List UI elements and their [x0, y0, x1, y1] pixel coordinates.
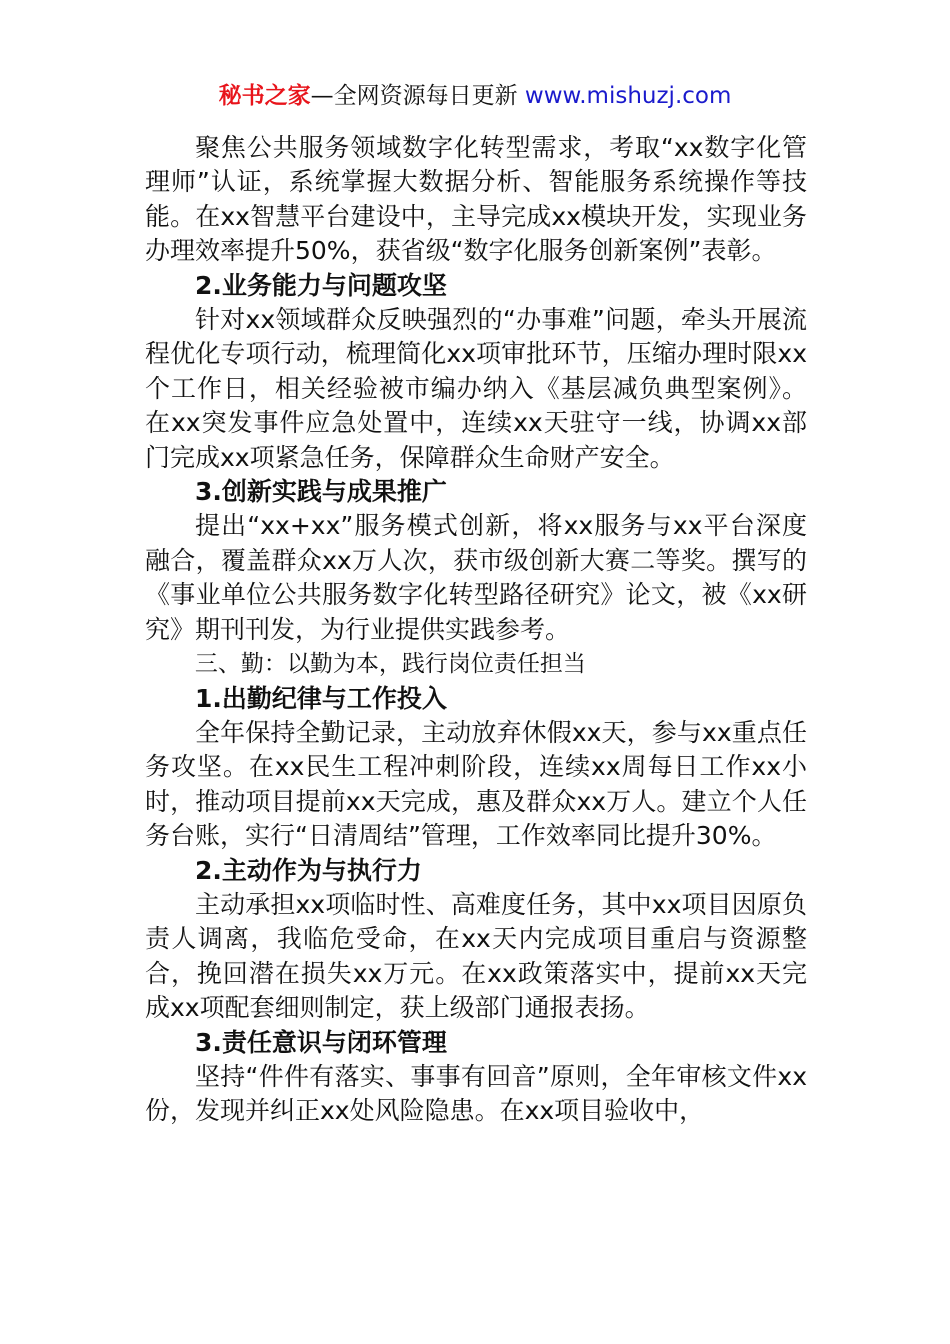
- heading-attendance: 1.出勤纪律与工作投入: [195, 683, 447, 713]
- section-title-diligence: 三、勤：以勤为本，践行岗位责任担当: [194, 651, 586, 678]
- heading-innovation: 3.创新实践与成果推广: [195, 477, 447, 507]
- site-brand: 秘书之家: [218, 83, 311, 109]
- paragraph-digital-skills: 聚焦公共服务领域数字化转型需求，考取“xx数字化管理师”认证，系统掌握大数据分析、智能服务系统操作等技能。在xx智慧平台建设中，主导完成xx模块开发，实现业务办理效率提升50%，获省级“数字化服务创新案例”表彰。: [145, 133, 807, 266]
- paragraph-initiative: 主动承担xx项临时性、高难度任务，其中xx项目因原负责人调离，我临危受命，在xx天内完成项目重启与资源整合，挽回潜在损失xx万元。在xx政策落实中，提前xx天完成xx项配套细则制定，获上级部门通报表扬。: [145, 889, 807, 1023]
- site-url-link[interactable]: www.mishuzj.com: [524, 83, 732, 109]
- paragraph-business-ability: 针对xx领域群众反映强烈的“办事难”问题，牵头开展流程优化专项行动，梳理简化xx项审批环节，压缩办理时限xx个工作日，相关经验被市编办纳入《基层减负典型案例》。在xx突发事件应急处置中，连续xx天驻守一线，协调xx部门完成xx项紧急任务，保障群众生命财产安全。: [145, 305, 807, 472]
- document-body: [145, 131, 807, 1129]
- heading-initiative: 2.主动作为与执行力: [195, 855, 422, 885]
- paragraph-attendance: 全年保持全勤记录，主动放弃休假xx天，参与xx重点任务攻坚。在xx民生工程冲刺阶段，连续xx周每日工作xx小时，推动项目提前xx天完成，惠及群众xx万人。建立个人任务台账，实行“日清周结”管理，工作效率同比提升30%。: [145, 717, 807, 851]
- heading-responsibility: 3.责任意识与闭环管理: [195, 1027, 447, 1057]
- paragraph-responsibility: 坚持“件件有落实、事事有回音”原则，全年审核文件xx份，发现并纠正xx处风险隐患。在xx项目验收中，: [145, 1061, 807, 1126]
- site-tagline: —全网资源每日更新: [310, 83, 525, 109]
- page-header: [0, 80, 950, 112]
- heading-business-ability: 2.业务能力与问题攻坚: [195, 270, 447, 300]
- paragraph-innovation: 提出“xx+xx”服务模式创新，将xx服务与xx平台深度融合，覆盖群众xx万人次，获市级创新大赛二等奖。撰写的《事业单位公共服务数字化转型路径研究》论文，被《xx研究》期刊刊发，为行业提供实践参考。: [145, 511, 807, 644]
